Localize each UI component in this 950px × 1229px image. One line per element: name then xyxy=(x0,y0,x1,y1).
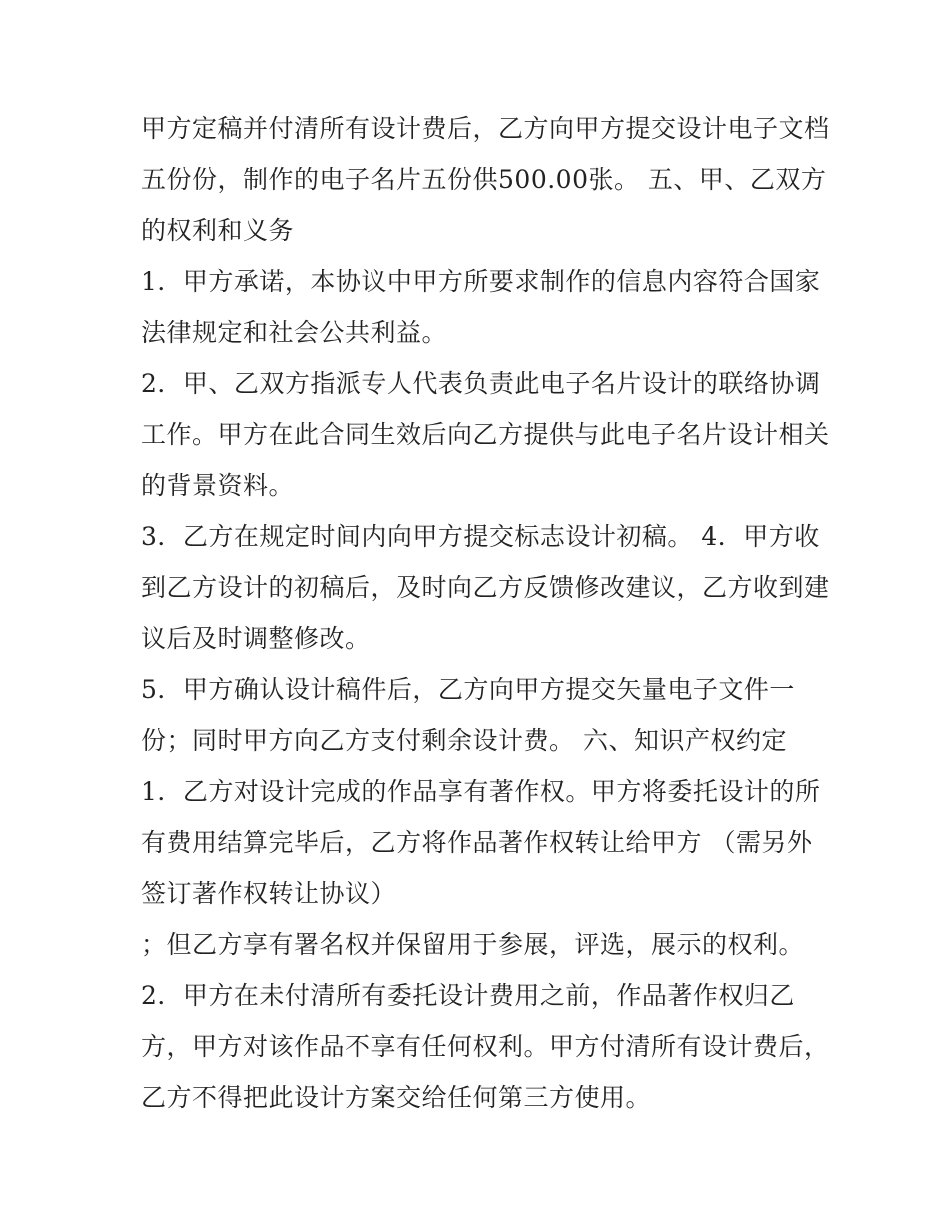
text-line: 1．乙方对设计完成的作品享有著作权。甲方将委托设计的所 xyxy=(141,777,821,806)
text-line: 签订著作权转让协议） xyxy=(141,879,397,908)
text-line: ；但乙方享有署名权并保留用于参展，评选，展示的权利。 xyxy=(141,930,805,959)
text-line: 乙方不得把此设计方案交给任何第三方使用。 xyxy=(141,1083,652,1112)
text-line: 1．甲方承诺，本协议中甲方所要求制作的信息内容符合国家 xyxy=(141,267,821,296)
text-line: 2．甲、乙双方指派专人代表负责此电子名片设计的联络协调 xyxy=(141,369,821,398)
text-line: 五份份，制作的电子名片五份供500.00张。 五、甲、乙双方 xyxy=(141,165,827,194)
text-line: 的权利和义务 xyxy=(141,216,295,245)
text-line: 5．甲方确认设计稿件后，乙方向甲方提交矢量电子文件一 xyxy=(141,675,795,704)
text-line: 议后及时调整修改。 xyxy=(141,624,371,653)
text-line: 工作。甲方在此合同生效后向乙方提供与此电子名片设计相关 xyxy=(141,420,830,449)
text-line: 到乙方设计的初稿后，及时向乙方反馈修改建议，乙方收到建 xyxy=(141,573,830,602)
text-line: 甲方定稿并付清所有设计费后，乙方向甲方提交设计电子文档 xyxy=(141,114,830,143)
text-line: 的背景资料。 xyxy=(141,471,295,500)
text-line: 方，甲方对该作品不享有任何权利。甲方付清所有设计费后， xyxy=(141,1032,830,1061)
text-line: 3．乙方在规定时间内向甲方提交标志设计初稿。 4．甲方收 xyxy=(141,522,820,551)
text-line: 法律规定和社会公共利益。 xyxy=(141,318,448,347)
text-line: 有费用结算完毕后，乙方将作品著作权转让给甲方 （需另外 xyxy=(141,828,813,857)
text-line: 2．甲方在未付清所有委托设计费用之前，作品著作权归乙 xyxy=(141,981,795,1010)
contract-text xyxy=(141,103,831,1123)
text-line: 份；同时甲方向乙方支付剩余设计费。 六、知识产权约定 xyxy=(141,726,787,755)
